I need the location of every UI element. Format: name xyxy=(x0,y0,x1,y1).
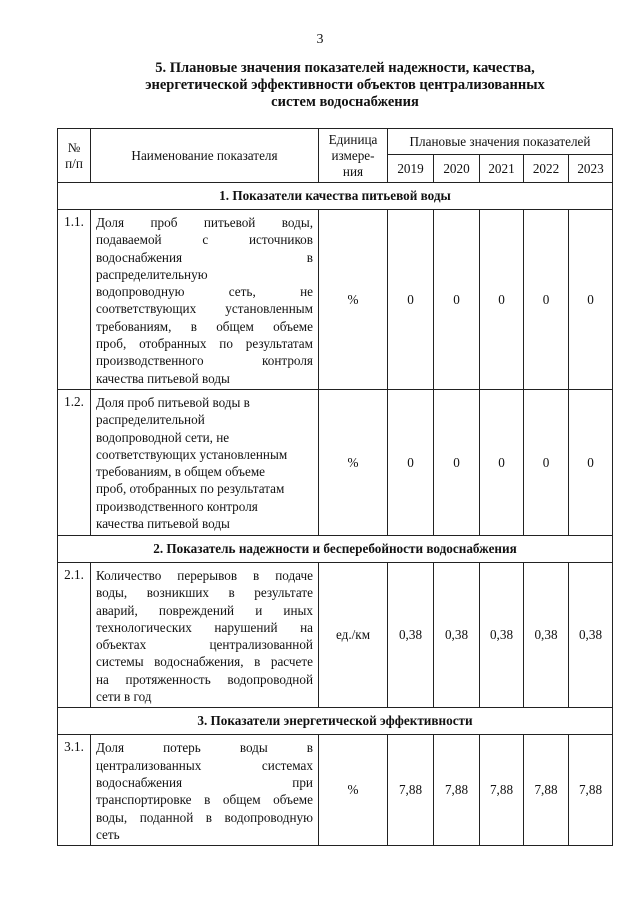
name-line: транспортировке в общем объеме xyxy=(96,792,313,808)
name-line: Количество перерывов в подаче xyxy=(96,568,313,583)
document-title xyxy=(120,60,570,111)
value-2019: 0 xyxy=(388,390,434,536)
row-number: 1.1. xyxy=(58,210,91,390)
row-number: 2.1. xyxy=(58,563,91,708)
title-line: 5. Плановые значения показателей надежности, качества, xyxy=(155,60,535,76)
value-2020: 7,88 xyxy=(434,735,480,846)
table-row xyxy=(58,563,613,708)
value-2019: 7,88 xyxy=(388,735,434,846)
value-2023: 0,38 xyxy=(569,563,613,708)
name-line: производственного контроля xyxy=(96,498,258,514)
name-line: проб, отобранных по результатам xyxy=(96,336,313,352)
header-number-abbr: п/п xyxy=(65,155,83,171)
header-year-2021: 2021 xyxy=(480,155,524,183)
unit-cell: % xyxy=(319,210,388,390)
section-title-energy: 3. Показатели энергетической эффективности xyxy=(58,708,613,735)
row-number: 1.2. xyxy=(58,390,91,536)
name-line: аварий, повреждений и иных xyxy=(96,602,313,618)
name-line: водоснабжения в xyxy=(96,249,313,265)
name-line: соответствующих установленным xyxy=(96,301,313,317)
name-line: распределительную xyxy=(96,266,208,282)
section-title-reliability: 2. Показатель надежности и бесперебойности водоснабжения xyxy=(58,536,613,563)
value-2023: 0 xyxy=(569,210,613,390)
header-unit xyxy=(319,129,388,183)
value-2020: 0,38 xyxy=(434,563,480,708)
header-number-symbol: № xyxy=(67,139,81,155)
value-2019: 0,38 xyxy=(388,563,434,708)
name-line: водопроводной сети, не xyxy=(96,429,230,445)
header-year-2020: 2020 xyxy=(434,155,480,183)
value-2023: 0 xyxy=(569,390,613,536)
header-unit-line: измере- xyxy=(331,147,375,163)
header-indicator-name: Наименование показателя xyxy=(91,129,319,183)
section-title-quality: 1. Показатели качества питьевой воды xyxy=(58,183,613,210)
name-line: централизованных системах xyxy=(96,757,313,773)
name-line: водопроводную сеть, не xyxy=(96,284,313,300)
indicator-name xyxy=(91,210,319,390)
value-2022: 0,38 xyxy=(524,563,569,708)
name-line: производственного контроля xyxy=(96,353,313,369)
name-line: качества питьевой воды xyxy=(96,370,230,386)
value-2022: 0 xyxy=(524,210,569,390)
name-line: распределительной xyxy=(96,412,205,428)
value-2019: 0 xyxy=(388,210,434,390)
name-line: системы водоснабжения, в расчете xyxy=(96,654,313,670)
header-year-2022: 2022 xyxy=(524,155,569,183)
unit-cell: % xyxy=(319,390,388,536)
name-line: подаваемой с источников xyxy=(96,232,313,248)
header-year-2019: 2019 xyxy=(388,155,434,183)
name-line: проб, отобранных по результатам xyxy=(96,481,285,497)
unit-cell: % xyxy=(319,735,388,846)
row-number: 3.1. xyxy=(58,735,91,846)
value-2022: 0 xyxy=(524,390,569,536)
name-line: качества питьевой воды xyxy=(96,516,230,532)
name-line: водоснабжения при xyxy=(96,774,313,790)
name-line: Доля проб питьевой воды, xyxy=(96,215,313,230)
table-body xyxy=(58,183,613,846)
value-2020: 0 xyxy=(434,210,480,390)
indicator-name xyxy=(91,735,319,846)
name-line: сеть xyxy=(96,826,120,842)
name-line: на протяженность водопроводной xyxy=(96,671,313,687)
value-2021: 7,88 xyxy=(480,735,524,846)
name-line: объектах централизованной xyxy=(96,637,313,653)
indicator-name xyxy=(91,563,319,708)
title-line: энергетической эффективности объектов централизованных xyxy=(145,77,545,93)
indicators-table xyxy=(57,128,613,846)
value-2020: 0 xyxy=(434,390,480,536)
table-row xyxy=(58,390,613,536)
name-line: соответствующих установленным xyxy=(96,446,288,462)
name-line: технологических нарушений на xyxy=(96,619,313,635)
header-planned-values: Плановые значения показателей xyxy=(388,129,613,155)
name-line: требованиям, в общем объеме xyxy=(96,318,313,334)
table-row xyxy=(58,735,613,846)
value-2021: 0 xyxy=(480,210,524,390)
page-number: 3 xyxy=(316,32,324,47)
name-line: сети в год xyxy=(96,689,152,705)
name-line: воды, возникших в результате xyxy=(96,585,313,601)
value-2023: 7,88 xyxy=(569,735,613,846)
value-2022: 7,88 xyxy=(524,735,569,846)
name-line: требованиям, в общем объеме xyxy=(96,464,266,480)
name-line: Доля потерь воды в xyxy=(96,740,313,756)
name-line: Доля проб питьевой воды в xyxy=(96,395,250,410)
unit-cell: ед./км xyxy=(319,563,388,708)
name-line: воды, поданной в водопроводную xyxy=(96,809,313,825)
value-2021: 0,38 xyxy=(480,563,524,708)
table-header xyxy=(58,129,613,183)
indicator-name xyxy=(91,390,319,536)
title-line: систем водоснабжения xyxy=(271,94,419,110)
header-unit-line: ния xyxy=(342,163,364,179)
table-row xyxy=(58,210,613,390)
header-number xyxy=(58,129,91,183)
value-2021: 0 xyxy=(480,390,524,536)
header-unit-line: Единица xyxy=(328,131,378,147)
header-year-2023: 2023 xyxy=(569,155,613,183)
